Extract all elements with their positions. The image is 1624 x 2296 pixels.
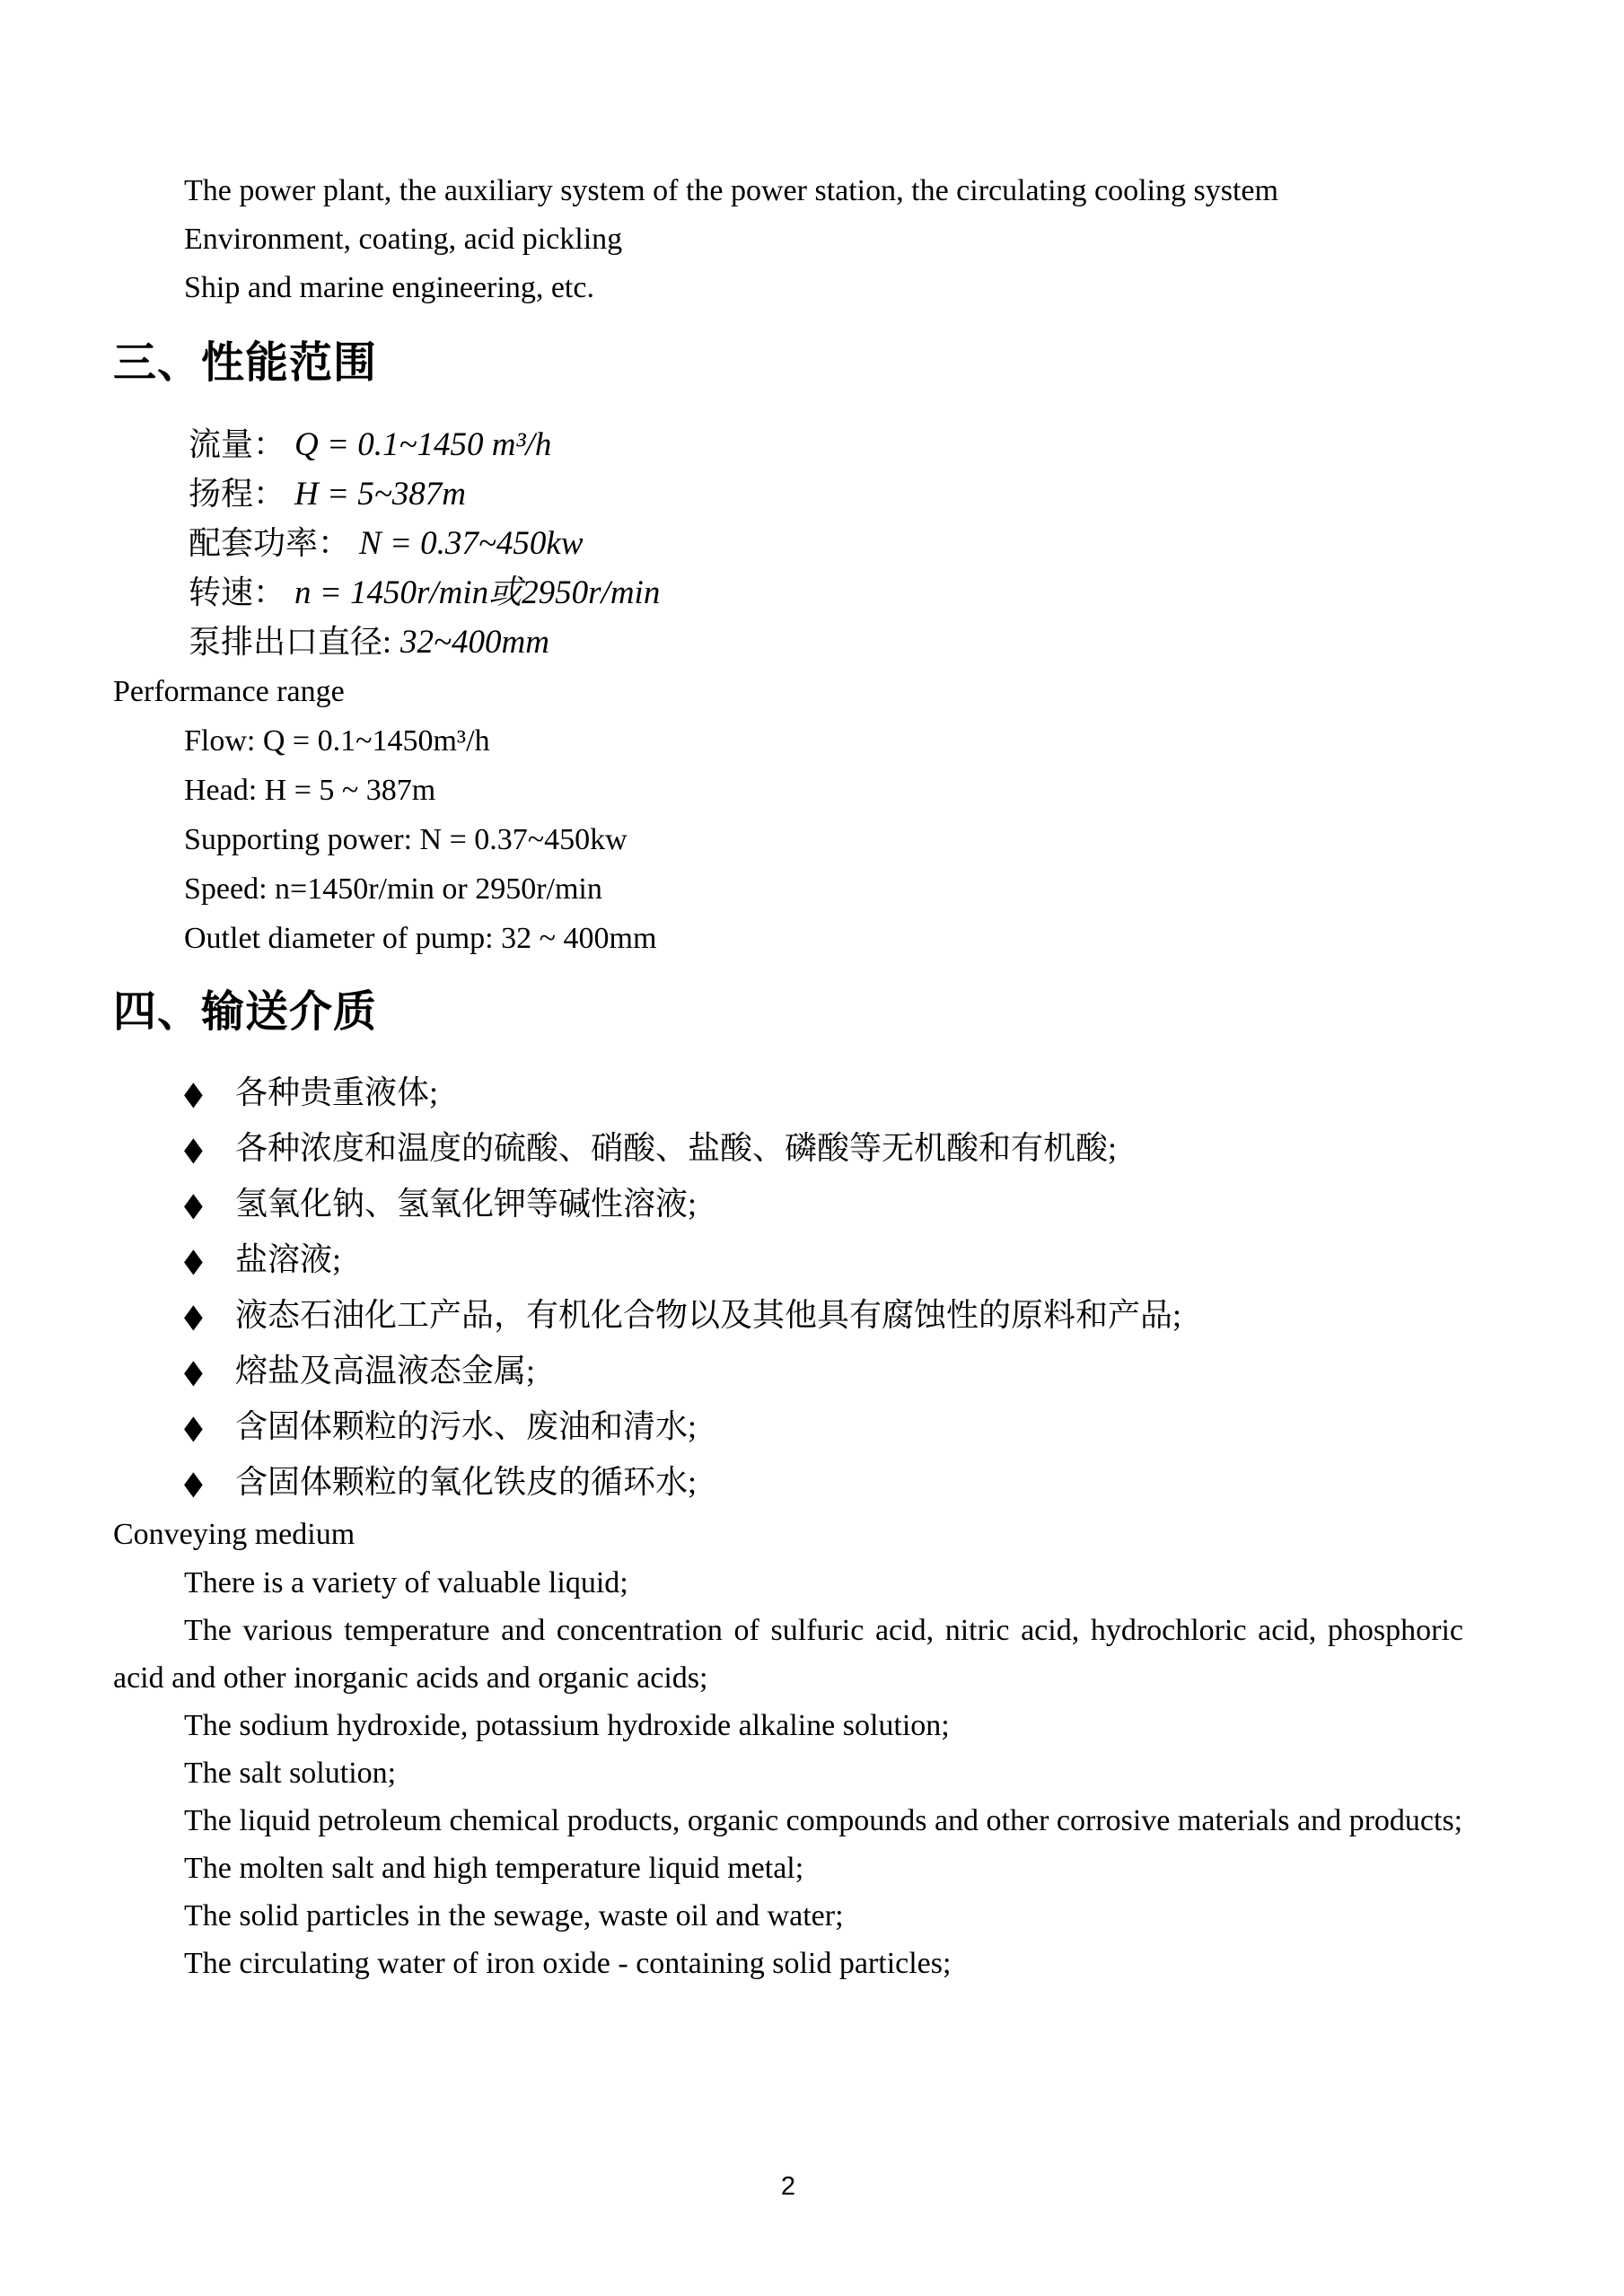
- list-item-text: 液态石油化工产品，有机化合物以及其他具有腐蚀性的原料和产品;: [235, 1297, 1182, 1333]
- medium-paragraph: The liquid petroleum chemical products, organic compounds and other corrosive materials and products;: [184, 1804, 1463, 1837]
- list-item: [113, 1288, 1463, 1344]
- list-item-text: 含固体颗粒的氧化铁皮的循环水;: [235, 1464, 698, 1500]
- list-item: [113, 1455, 1463, 1511]
- diamond-bullet-icon: ◆: [184, 1075, 203, 1113]
- intro-line: The power plant, the auxiliary system of the power station, the circulating cooling system: [184, 174, 1278, 207]
- spec-label: 泵排出口直径:: [189, 624, 392, 660]
- diamond-bullet-icon: ◆: [184, 1465, 203, 1503]
- conveying-medium-bullet-list: [113, 1065, 1463, 1511]
- medium-paragraph: The sodium hydroxide, potassium hydroxide alkaline solution;: [184, 1709, 950, 1742]
- medium-paragraph: The salt solution;: [184, 1757, 397, 1790]
- spec-formula: Q = 0.1~1450 m³/h: [294, 426, 552, 463]
- intro-paragraphs: [113, 167, 1463, 312]
- page-number: 2: [780, 2172, 796, 2201]
- medium-paragraph: There is a variety of valuable liquid;: [184, 1566, 628, 1599]
- spec-line-flow-cn: [113, 420, 1463, 469]
- performance-range-heading-en: Performance range: [113, 675, 345, 708]
- section-heading-performance-range-cn: 三、性能范围: [113, 339, 378, 387]
- list-item: [113, 1177, 1463, 1232]
- conveying-medium-heading-en: Conveying medium: [113, 1518, 356, 1551]
- diamond-bullet-icon: ◆: [184, 1298, 203, 1336]
- medium-paragraph: The molten salt and high temperature liquid metal;: [184, 1852, 804, 1885]
- list-item-text: 盐溶液;: [235, 1241, 342, 1277]
- diamond-bullet-icon: ◆: [184, 1131, 203, 1169]
- medium-paragraph: The solid particles in the sewage, waste oil and water;: [184, 1899, 844, 1932]
- spec-formula: N = 0.37~450kw: [359, 525, 584, 562]
- spec-line-head-en: Head: H = 5 ~ 387m: [184, 774, 436, 807]
- list-item: [113, 1399, 1463, 1455]
- spec-line-flow-en: Flow: Q = 0.1~1450m³/h: [184, 724, 490, 758]
- list-item-text: 氢氧化钠、氢氧化钾等碱性溶液;: [235, 1186, 698, 1222]
- section-heading-conveying-medium-cn: 四、输送介质: [113, 988, 378, 1036]
- list-item: [113, 1344, 1463, 1399]
- medium-paragraph: The circulating water of iron oxide - containing solid particles;: [184, 1947, 952, 1980]
- document-content: [113, 167, 1463, 1987]
- list-item-text: 各种贵重液体;: [235, 1074, 439, 1110]
- spec-label: 流量：: [189, 426, 286, 462]
- list-item-text: 熔盐及高温液态金属;: [235, 1353, 536, 1389]
- medium-paragraph: The various temperature and concentration of sulfuric acid, nitric acid, hydrochloric acid, phosphoric acid and other inorganic acids and organic acids;: [113, 1614, 1463, 1695]
- spec-formula: 32~400mm: [400, 624, 549, 661]
- intro-line: Environment, coating, acid pickling: [184, 223, 623, 256]
- spec-line-outlet-cn: [113, 618, 1463, 667]
- spec-formula: n = 1450r/min或2950r/min: [294, 574, 661, 611]
- spec-line-speed-cn: [113, 568, 1463, 618]
- spec-formula: H = 5~387m: [294, 476, 466, 513]
- spec-label: 转速：: [189, 574, 286, 610]
- list-item-text: 各种浓度和温度的硫酸、硝酸、盐酸、磷酸等无机酸和有机酸;: [235, 1130, 1118, 1166]
- diamond-bullet-icon: ◆: [184, 1187, 203, 1224]
- list-item-text: 含固体颗粒的污水、废油和清水;: [235, 1408, 698, 1444]
- spec-line-head-cn: [113, 469, 1463, 519]
- spec-label: 扬程：: [189, 476, 286, 512]
- performance-spec-block: [113, 420, 1463, 963]
- spec-line-speed-en: Speed: n=1450r/min or 2950r/min: [184, 872, 602, 906]
- list-item: [113, 1232, 1463, 1288]
- list-item: [113, 1121, 1463, 1177]
- diamond-bullet-icon: ◆: [184, 1409, 203, 1447]
- conveying-medium-english-block: [113, 1511, 1463, 1987]
- diamond-bullet-icon: ◆: [184, 1242, 203, 1280]
- spec-line-power-cn: [113, 519, 1463, 568]
- diamond-bullet-icon: ◆: [184, 1354, 203, 1391]
- intro-line: Ship and marine engineering, etc.: [184, 271, 594, 304]
- list-item: [113, 1065, 1463, 1121]
- spec-line-outlet-en: Outlet diameter of pump: 32 ~ 400mm: [184, 922, 657, 955]
- spec-label: 配套功率：: [189, 525, 351, 561]
- spec-line-power-en: Supporting power: N = 0.37~450kw: [184, 823, 628, 856]
